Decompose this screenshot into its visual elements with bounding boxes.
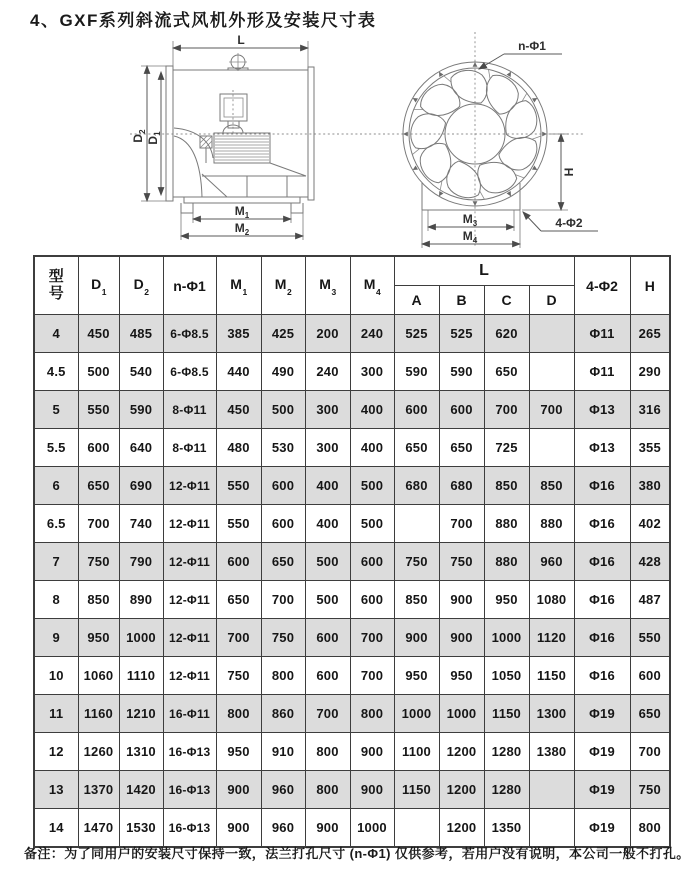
table-cell: 380: [630, 467, 670, 505]
dim-label-H: H: [562, 167, 576, 177]
table-cell: 1110: [119, 657, 163, 695]
table-cell: 910: [261, 733, 305, 771]
table-cell: 428: [630, 543, 670, 581]
table-cell: 750: [630, 771, 670, 809]
table-cell: 1210: [119, 695, 163, 733]
table-cell: 300: [350, 353, 394, 391]
dim-label-D2: $D_2$: [131, 129, 147, 143]
table-cell: 1150: [394, 771, 439, 809]
table-cell: 550: [630, 619, 670, 657]
table-cell: 1300: [529, 695, 574, 733]
table-cell: 725: [484, 429, 529, 467]
table-cell: 500: [305, 581, 350, 619]
label-base-holes: 4-Φ2: [555, 216, 583, 230]
table-cell: 6: [34, 467, 78, 505]
table-cell: 700: [529, 391, 574, 429]
table-cell: 16-Φ13: [163, 771, 216, 809]
table-cell: 900: [439, 619, 484, 657]
table-cell: 530: [261, 429, 305, 467]
col-header-d1: $D_1$: [78, 256, 119, 315]
table-cell: 960: [261, 809, 305, 848]
table-cell: Φ16: [574, 505, 630, 543]
table-cell: 490: [261, 353, 305, 391]
dimension-table: [33, 255, 671, 848]
col-header-model: 型 号: [34, 256, 78, 315]
table-cell: 880: [484, 543, 529, 581]
dim-label-L: L: [237, 33, 245, 47]
table-cell: 500: [78, 353, 119, 391]
table-cell: 1370: [78, 771, 119, 809]
table-cell: 700: [216, 619, 261, 657]
table-cell: 750: [394, 543, 439, 581]
col-header-m3: $M_3$: [305, 256, 350, 315]
table-cell: 600: [78, 429, 119, 467]
table-cell: 1150: [484, 695, 529, 733]
table-cell: 1160: [78, 695, 119, 733]
table-cell: 6-Φ8.5: [163, 315, 216, 353]
table-cell: 500: [305, 543, 350, 581]
table-cell: 5.5: [34, 429, 78, 467]
front-view-drawing: [403, 32, 598, 248]
table-cell: 14: [34, 809, 78, 848]
table-cell: [529, 771, 574, 809]
table-cell: 880: [529, 505, 574, 543]
table-cell: 850: [484, 467, 529, 505]
table-cell: 700: [305, 695, 350, 733]
table-cell: 6-Φ8.5: [163, 353, 216, 391]
table-row: [34, 429, 670, 467]
table-row: [34, 809, 670, 848]
table-cell: 540: [119, 353, 163, 391]
table-cell: Φ13: [574, 429, 630, 467]
col-header-d2: $D_2$: [119, 256, 163, 315]
table-cell: 8-Φ11: [163, 391, 216, 429]
col-header-l-b: B: [439, 286, 484, 315]
table-cell: 500: [350, 467, 394, 505]
table-row: [34, 695, 670, 733]
table-cell: 600: [261, 505, 305, 543]
table-cell: 850: [78, 581, 119, 619]
table-cell: 400: [350, 429, 394, 467]
dim-label-D1: $D_1$: [146, 131, 162, 145]
table-cell: 10: [34, 657, 78, 695]
table-cell: 800: [216, 695, 261, 733]
table-cell: 480: [216, 429, 261, 467]
table-cell: 750: [78, 543, 119, 581]
table-cell: 950: [484, 581, 529, 619]
table-cell: 850: [394, 581, 439, 619]
table-cell: 485: [119, 315, 163, 353]
table-cell: 1310: [119, 733, 163, 771]
table-cell: Φ11: [574, 353, 630, 391]
table-cell: 700: [78, 505, 119, 543]
label-flange-holes: n-Φ1: [518, 39, 546, 53]
dim-label-M1: $M_1$: [234, 204, 250, 220]
table-cell: 5: [34, 391, 78, 429]
table-cell: 650: [484, 353, 529, 391]
table-cell: Φ19: [574, 733, 630, 771]
col-header-m2: $M_2$: [261, 256, 305, 315]
table-cell: 890: [119, 581, 163, 619]
table-cell: 8: [34, 581, 78, 619]
table-cell: 700: [350, 619, 394, 657]
table-cell: 750: [216, 657, 261, 695]
col-header-n-phi1: n-Φ1: [163, 256, 216, 315]
table-cell: 385: [216, 315, 261, 353]
table-cell: 600: [261, 467, 305, 505]
table-cell: 950: [216, 733, 261, 771]
table-cell: 640: [119, 429, 163, 467]
table-cell: 900: [439, 581, 484, 619]
table-cell: 1000: [439, 695, 484, 733]
table-cell: 900: [350, 771, 394, 809]
technical-drawings: [0, 26, 700, 254]
table-cell: 550: [78, 391, 119, 429]
table-cell: 650: [394, 429, 439, 467]
table-cell: 600: [394, 391, 439, 429]
table-cell: 900: [216, 809, 261, 848]
table-row: [34, 315, 670, 353]
table-cell: 13: [34, 771, 78, 809]
table-cell: 950: [439, 657, 484, 695]
table-cell: [529, 353, 574, 391]
table-cell: 700: [261, 581, 305, 619]
table-cell: 900: [216, 771, 261, 809]
table-cell: 600: [630, 657, 670, 695]
table-cell: 750: [261, 619, 305, 657]
table-cell: 1060: [78, 657, 119, 695]
table-cell: 1050: [484, 657, 529, 695]
footnote: 备注：为了同用户的安装尺寸保持一致，法兰打孔尺寸 (n-Φ1) 仅供参考，若用户没有说明，本公司一般不打孔。: [24, 846, 690, 861]
table-cell: 400: [305, 505, 350, 543]
table-row: [34, 467, 670, 505]
table-cell: 240: [305, 353, 350, 391]
table-cell: 550: [216, 467, 261, 505]
table-cell: 1000: [119, 619, 163, 657]
table-cell: 800: [305, 733, 350, 771]
table-cell: 700: [630, 733, 670, 771]
table-cell: 850: [529, 467, 574, 505]
table-cell: 790: [119, 543, 163, 581]
table-cell: 1280: [484, 733, 529, 771]
table-cell: 740: [119, 505, 163, 543]
table-cell: Φ16: [574, 581, 630, 619]
table-cell: 200: [305, 315, 350, 353]
table-cell: 290: [630, 353, 670, 391]
side-view-drawing: [131, 33, 314, 240]
col-header-l-c: C: [484, 286, 529, 315]
table-cell: 6.5: [34, 505, 78, 543]
table-cell: 16-Φ13: [163, 733, 216, 771]
table-cell: [529, 315, 574, 353]
table-cell: 11: [34, 695, 78, 733]
table-cell: 680: [439, 467, 484, 505]
table-cell: 450: [216, 391, 261, 429]
table-cell: 525: [394, 315, 439, 353]
table-cell: 650: [439, 429, 484, 467]
table-row: [34, 619, 670, 657]
table-cell: 1280: [484, 771, 529, 809]
table-cell: 1000: [350, 809, 394, 848]
table-cell: 402: [630, 505, 670, 543]
table-row: [34, 657, 670, 695]
table-cell: 600: [439, 391, 484, 429]
col-header-4-phi2: 4-Φ2: [574, 256, 630, 315]
table-cell: 440: [216, 353, 261, 391]
table-cell: 487: [630, 581, 670, 619]
table-cell: 1120: [529, 619, 574, 657]
table-cell: 550: [216, 505, 261, 543]
table-cell: 12-Φ11: [163, 467, 216, 505]
table-cell: 590: [119, 391, 163, 429]
table-cell: Φ11: [574, 315, 630, 353]
table-cell: 950: [78, 619, 119, 657]
table-cell: 9: [34, 619, 78, 657]
col-header-h: H: [630, 256, 670, 315]
table-cell: 12-Φ11: [163, 657, 216, 695]
table-cell: 680: [394, 467, 439, 505]
dim-label-M3: $M_3$: [462, 212, 478, 228]
table-cell: 4: [34, 315, 78, 353]
table-cell: Φ16: [574, 657, 630, 695]
table-cell: 400: [350, 391, 394, 429]
table-cell: 12: [34, 733, 78, 771]
table-cell: 960: [529, 543, 574, 581]
table-row: [34, 733, 670, 771]
table-cell: 800: [305, 771, 350, 809]
table-cell: 620: [484, 315, 529, 353]
table-cell: 650: [216, 581, 261, 619]
table-cell: 1200: [439, 771, 484, 809]
dim-label-M2: $M_2$: [234, 221, 250, 237]
table-cell: 450: [78, 315, 119, 353]
col-header-l-a: A: [394, 286, 439, 315]
impeller-blades: [407, 65, 546, 204]
table-body: [34, 315, 670, 848]
table-cell: Φ19: [574, 695, 630, 733]
table-cell: 900: [394, 619, 439, 657]
table-row: [34, 771, 670, 809]
col-header-m1: $M_1$: [216, 256, 261, 315]
table-row: [34, 581, 670, 619]
table-cell: 265: [630, 315, 670, 353]
table-cell: 1150: [529, 657, 574, 695]
table-cell: 600: [216, 543, 261, 581]
table-cell: 1380: [529, 733, 574, 771]
table-cell: 240: [350, 315, 394, 353]
table-cell: 425: [261, 315, 305, 353]
table-cell: 500: [261, 391, 305, 429]
table-row: [34, 391, 670, 429]
table-cell: 800: [350, 695, 394, 733]
col-header-m4: $M_4$: [350, 256, 394, 315]
table-cell: 590: [394, 353, 439, 391]
table-cell: 600: [350, 543, 394, 581]
table-cell: 7: [34, 543, 78, 581]
table-cell: 650: [78, 467, 119, 505]
table-cell: 700: [439, 505, 484, 543]
table-cell: [394, 505, 439, 543]
table-cell: 316: [630, 391, 670, 429]
table-cell: 525: [439, 315, 484, 353]
table-cell: [529, 809, 574, 848]
table-cell: 800: [261, 657, 305, 695]
table-cell: 4.5: [34, 353, 78, 391]
table-cell: Φ19: [574, 771, 630, 809]
table-cell: 1260: [78, 733, 119, 771]
col-header-l-group: L: [394, 256, 574, 286]
table-cell: Φ13: [574, 391, 630, 429]
table-cell: 750: [439, 543, 484, 581]
table-cell: 690: [119, 467, 163, 505]
table-cell: [394, 809, 439, 848]
table-cell: 860: [261, 695, 305, 733]
table-cell: 600: [350, 581, 394, 619]
table-cell: 300: [305, 391, 350, 429]
table-cell: 16-Φ13: [163, 809, 216, 848]
table-cell: 8-Φ11: [163, 429, 216, 467]
table-cell: [529, 429, 574, 467]
table-cell: 700: [484, 391, 529, 429]
table-cell: 800: [630, 809, 670, 848]
dim-label-M4: $M_4$: [462, 229, 478, 245]
col-header-l-d: D: [529, 286, 574, 315]
table-cell: 600: [305, 657, 350, 695]
table-cell: 1530: [119, 809, 163, 848]
table-cell: 400: [305, 467, 350, 505]
table-cell: 900: [350, 733, 394, 771]
table-cell: Φ19: [574, 809, 630, 848]
table-cell: Φ16: [574, 543, 630, 581]
table-cell: 1000: [484, 619, 529, 657]
table-cell: 1420: [119, 771, 163, 809]
table-cell: 1470: [78, 809, 119, 848]
table-cell: 900: [305, 809, 350, 848]
table-cell: 355: [630, 429, 670, 467]
table-cell: 300: [305, 429, 350, 467]
table-cell: 1000: [394, 695, 439, 733]
table-cell: 12-Φ11: [163, 619, 216, 657]
table-cell: 12-Φ11: [163, 543, 216, 581]
table-cell: 950: [394, 657, 439, 695]
table-cell: 600: [305, 619, 350, 657]
table-cell: Φ16: [574, 619, 630, 657]
page-title: 4、GXF系列斜流式风机外形及安装尺寸表: [30, 11, 377, 30]
table-cell: 12-Φ11: [163, 581, 216, 619]
table-cell: Φ16: [574, 467, 630, 505]
table-cell: 590: [439, 353, 484, 391]
table-cell: 12-Φ11: [163, 505, 216, 543]
table-cell: 700: [350, 657, 394, 695]
table-cell: 960: [261, 771, 305, 809]
table-cell: 16-Φ11: [163, 695, 216, 733]
table-cell: 1350: [484, 809, 529, 848]
table-cell: 500: [350, 505, 394, 543]
table-row: [34, 505, 670, 543]
eyebolt-icon: [228, 53, 248, 71]
table-cell: 650: [630, 695, 670, 733]
table-cell: 1100: [394, 733, 439, 771]
table-row: [34, 353, 670, 391]
table-cell: 880: [484, 505, 529, 543]
table-cell: 650: [261, 543, 305, 581]
table-row: [34, 543, 670, 581]
table-cell: 1200: [439, 809, 484, 848]
table-cell: 1200: [439, 733, 484, 771]
table-cell: 1080: [529, 581, 574, 619]
